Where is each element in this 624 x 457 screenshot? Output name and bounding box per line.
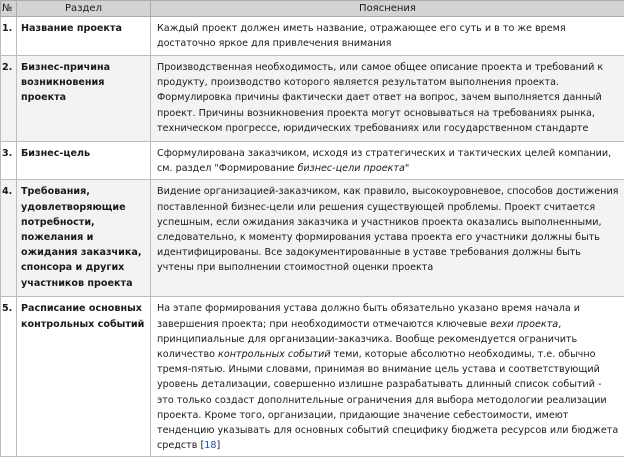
emphasis-business-goal: бизнес-цели проекта <box>297 163 404 174</box>
row-number: 1. <box>1 17 17 56</box>
row-section: Бизнес-цель <box>17 142 151 180</box>
table-row <box>1 180 624 297</box>
row-section: Название проекта <box>17 17 151 56</box>
row-explanation: Сформулирована заказчиком, исходя из стратегических и тактических целей компании, см. раздел "Формирование бизнес-цели проекта" <box>151 142 624 180</box>
row-explanation: На этапе формирования устава должно быть обязательно указано время начала и завершения проекта; при необходимости отмечаются ключевые вехи проекта, принципиальные для организации-заказчика. Вообще рекомендуется ограничить количество контрольных событий теми, которые абсолютно необходимы, т.е. обычно тремя-пятью. Иными словами, принимая во внимание цель устава и соответствующий уровень детализации, совершенно излишне разрабатывать длинный список событий - это только создаст дополнительные ограничения для выбора методологии реализации проекта. Кроме того, организации, придающие значение себестоимости, имеют тенденцию указывать для основных событий специфику бюджета ресурсов или бюджета средств [18] <box>151 297 624 457</box>
row-number: 4. <box>1 180 17 297</box>
table-row <box>1 17 624 56</box>
reference-link[interactable]: 18 <box>204 440 216 451</box>
row-explanation: Производственная необходимость, или самое общее описание проекта и требований к продукту, производство которого является результатом выполнения проекта. Формулировка причины фактически дает ответ на вопрос, зачем выполняется данный проект. Причины возникновения проекта могут основываться на требованиях рынка, техническом прогрессе, юридических требованиях или государственном стандарте <box>151 56 624 142</box>
emphasis-project-milestones: вехи проекта <box>490 319 558 330</box>
row-explanation: Видение организацией-заказчиком, как правило, высокоуровневое, способов достижения поставленной бизнес-цели или решения существующей проблемы. Проект считается успешным, если ожидания заказчика и участников проекта оказались выполненными, следовательно, к моменту формирования устава проекта его участники должны быть идентифицированы. Все задокументированные в уставе требования должны быть учтены при выполнении стоимостной оценки проекта <box>151 180 624 297</box>
row-section: Расписание основных контрольных событий <box>17 297 151 457</box>
row-number: 3. <box>1 142 17 180</box>
header-explanations: Пояснения <box>151 1 624 17</box>
table-row <box>1 142 624 180</box>
row-section: Требования, удовлетворяющие потребности, пожелания и ожидания заказчика, спонсора и других участников проекта <box>17 180 151 297</box>
emphasis-control-events: контрольных событий <box>218 349 331 360</box>
table-row <box>1 297 624 457</box>
table-header-row <box>1 1 624 17</box>
header-number: № <box>1 1 17 17</box>
table-row <box>1 56 624 142</box>
row-section: Бизнес-причина возникновения проекта <box>17 56 151 142</box>
header-section: Раздел <box>17 1 151 17</box>
row-explanation: Каждый проект должен иметь название, отражающее его суть и в то же время достаточно яркое для привлечения внимания <box>151 17 624 56</box>
row-number: 2. <box>1 56 17 142</box>
row-number: 5. <box>1 297 17 457</box>
